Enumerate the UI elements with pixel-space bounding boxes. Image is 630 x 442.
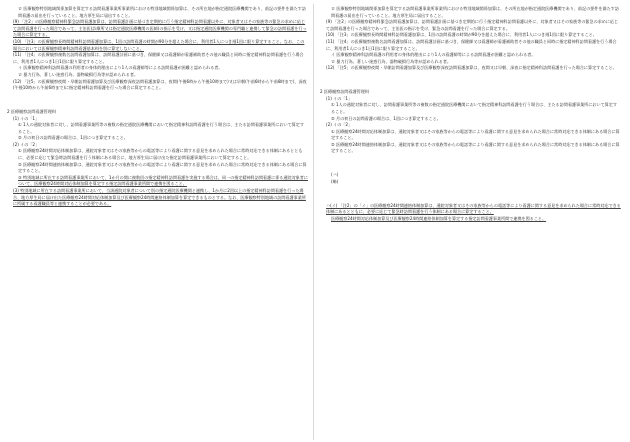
right-column (318, 6, 621, 438)
column-divider (313, 4, 314, 440)
paragraph: 2 医療観察訪問看護管理料 (7, 108, 56, 114)
paragraph: (12) 「注5」の医療観察夜間・早朝訪問看護加算及び医療観察深夜訪問看護加算は、夜間(午後6時から午後10時まで)又は早朝(午前6時から午前8時まで)、深夜(午後10時から午前6時まで)に指定精神科訪問看護を行った場合に算定すること。 (13, 78, 307, 91)
paragraph: イ 医療観察精神科訪問看護の利用者の身体的理由により1人の看護師等による訪問看護が困難と認められる者。 (331, 52, 536, 58)
paragraph: (11) 「注4」の医療観察複数名訪問看護加算は、訪問看護計画に基づき、保健師又は看護師が看護補助者その他の職員と同時に指定精神科訪問看護を行う場合に、利用者1人につき1日1回に限り算定すること。 (326, 38, 617, 51)
paragraph: イ 医療観察精神科訪問看護の利用者の身体的理由により1人の看護師等による訪問看護が困難と認められる者。 (18, 65, 223, 71)
paragraph: (10) 「注3」の医療観察長時間精神科訪問看護加算は、1回の訪問看護の時間が90分を超えた場合に、利用者1人につき週1回に限り算定すること。 (326, 32, 597, 38)
paragraph: (9) 「注2」の医療観察精神科緊急訪問看護加算は、訪問看護計画に基づき定期的に行う指定精神科訪問看護以外に、対象者又はその家族等の緊急の求めに応じて訪問看護を行った場合であって、主治医(診療所又は指定通院医療機関の医師)の指示を受け、又は指定通院医療機関の専門職と連携して緊急の訪問看護を行った場合に算定する。 (13, 19, 307, 38)
paragraph: ② 月の初日の訪問看護の場合は、1回につき算定すること。 (331, 115, 441, 121)
paragraph: ① 1人の通院対象者に対し、訪問看護事業所等の複数の指定通院医療機関において指定精神科訪問看護を行う場合は、主たる訪問看護事業所において算定すること。 (331, 102, 617, 114)
paragraph: 医療観察24時間対応体制加算及び医療観察24時間連絡体制加算を算定する指定訪問看護事業所間で連携を図ること。 (331, 215, 547, 221)
paragraph: ハ(イ) 「注2」の「イ」の医療観察24時間連絡体制加算は、通院対象者又はその家族等からの電話等により看護に関する意見を求められた場合に常時対応できる体制にあるとともに、必要に応じて緊急時訪問看護を行う体制にある場合に算定すること。 (326, 202, 621, 215)
paragraph: 2 医療観察訪問看護管理料 (320, 89, 369, 95)
paragraph: ロ 暴力行為、著しい迷惑行為、器物破損行為等が認められる者。 (18, 71, 139, 77)
paragraph: (11) 「注4」の医療観察複数名訪問看護加算は、訪問看護計画に基づき、保健師又は看護師が看護補助者その他の職員と同時に指定精神科訪問看護を行う場合に、利用者1人につき1日1回に限り算定すること。 (13, 52, 304, 64)
spacer (318, 190, 621, 199)
paragraph: (1) イの「1」 (326, 95, 353, 101)
paragraph: (2) イの「2」 (326, 122, 353, 128)
spacer (318, 159, 621, 168)
paragraph: ① 医療観察24時間対応体制加算は、通院対象者又はその家族等からの電話等により看護に関する意見を求められた場合に常時対応できる体制にある場合に算定すること。 (331, 128, 620, 141)
spacer (5, 96, 308, 105)
paragraph: (2) イの「2」 (13, 141, 40, 147)
spacer (318, 76, 621, 85)
paragraph: ② 月の初日の訪問看護の場合は、1回につき算定すること。 (18, 135, 128, 141)
paragraph: (3) 特別地域に所在する訪問看護事業所において、当該通院対象者について別の指定通院医療機関と連携し、1か月に2回以上の指定精神科訪問看護を行った場合、地方厚生局に届け出た医療観察24時間対応体制加算及び医療観察24時間連絡体制加算を算定できるものとする。なお、医療観察特別地域の訪問看護事業所に所属する看護職員等と連携することが必要である。 (13, 188, 306, 207)
paragraph: (12) 「注5」の医療観察夜間・早朝訪問看護加算及び医療観察深夜訪問看護加算は、夜間又は早朝、深夜に指定精神科訪問看護を行った場合に算定すること。 (326, 65, 617, 71)
paragraph: (1) イの「1」 (13, 115, 40, 121)
paragraph: ロ 医療観察特別地域関係加算を算定する訪問看護事業所事業所における特別地域関係加算は、その所在地が指定通院医療機関であり、前記の要件を満たす訪問看護の届出を行っていること。地方厚生局に届出すること。 (18, 6, 306, 18)
paragraph: (ハ) (331, 172, 339, 178)
paragraph: ① 1人の通院対象者に対し、訪問看護事業所等の複数の指定通院医療機関において指定精神科訪問看護を行う場合は、主たる訪問看護事業所において算定すること。 (18, 122, 304, 134)
paragraph: (略) (331, 178, 339, 184)
paragraph: (10) 「注3」の医療観察長時間精神科訪問看護加算は、1回の訪問看護の時間が90分を超えた場合に、利用者1人につき週1回に限り算定すること。なお、この場合においては医療観察精神科訪問看護基本料を別に算定しないこと。 (13, 38, 305, 51)
paragraph: ロ 医療観察特別地域関係加算を算定する訪問看護事業所事業所における特別地域関係加算は、その所在地が指定通院医療機関であり、前記の要件を満たす訪問看護の届出を行っていること。地方厚生局に届出すること。 (331, 6, 619, 18)
paragraph: ② 医療観察24時間連絡体制加算は、通院対象者又はその家族等からの電話等により看護に関する意見を求められた場合に常時対応できる体制にある場合に算定すること。 (331, 141, 620, 154)
paragraph: ③ 特別地域に所在する訪問看護事業所において、1か月の間に複数回の指定精神科訪問看護を実施する場合は、同一の指定精神科訪問看護に係る通院対象者について、医療観察24時間対応体制加算を算定する指定訪問看護事業所間で連携を図ること。 (18, 174, 308, 187)
paragraph: ① 医療観察24時間対応体制加算は、通院対象者又はその家族等からの電話等により看護に関する意見を求められた場合に常時対応できる体制にあるとともに、必要に応じて緊急時訪問看護を行う体制にある場合に、地方厚生局に届け出た指定訪問看護事業所において算定すること。 (18, 148, 303, 161)
left-column (5, 6, 308, 438)
paragraph: ② 医療観察24時間連絡体制加算は、通院対象者又はその家族等からの電話等により看護に関する意見を求められた場合に常時対応できる体制にある場合に算定すること。 (18, 161, 307, 174)
paragraph: ロ 暴力行為、著しい迷惑行為、器物破損行為等が認められる者。 (331, 58, 452, 64)
paragraph: (9) 「注2」の医療観察精神科緊急訪問看護加算は、訪問看護計画に基づき定期的に行う指定精神科訪問看護以外に、対象者又はその家族等の緊急の求めに応じて訪問看護を行った場合であって、主治医の指示を受け、緊急の訪問看護を行った場合に算定する。 (326, 19, 619, 31)
